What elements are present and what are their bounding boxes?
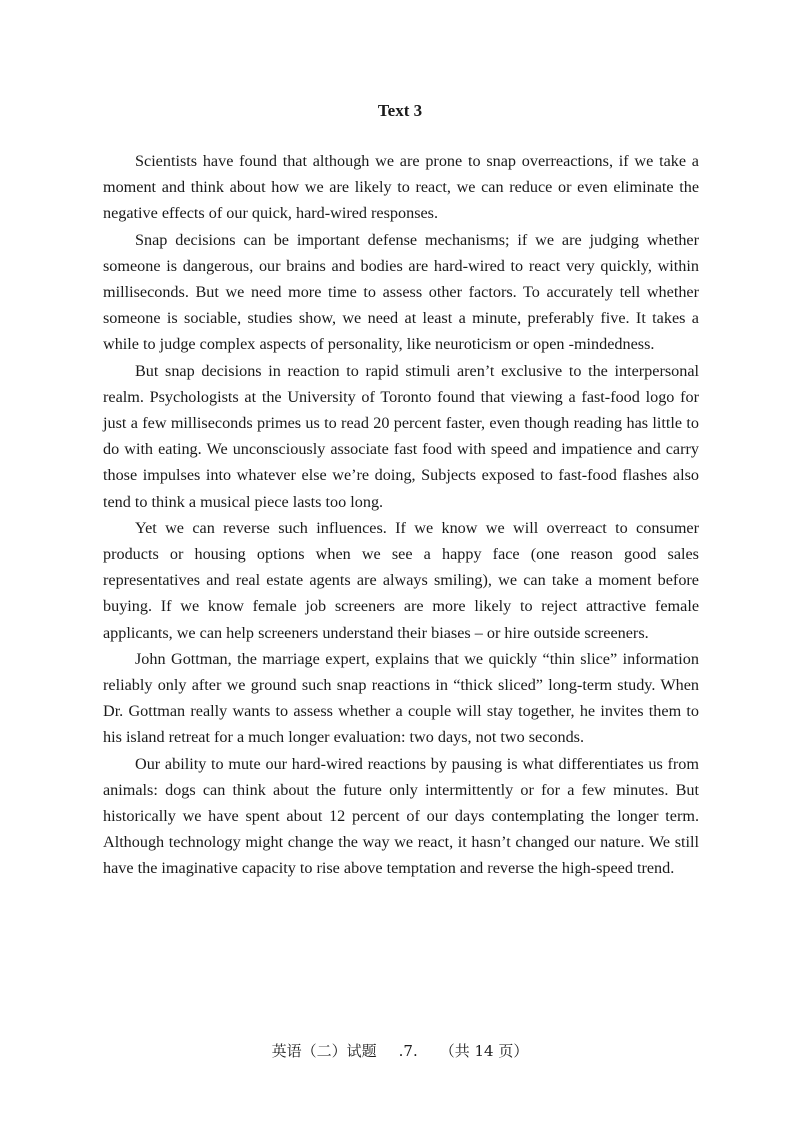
footer-total-pages: （共 14 页） — [439, 1042, 529, 1060]
footer-subject: 英语（二）试题 — [271, 1042, 377, 1060]
passage-title: Text 3 — [377, 101, 423, 120]
paragraph-6: Our ability to mute our hard-wired reactions by pausing is what differentiates us from animals: dogs can think about the future only intermittently or for a few minutes. But historically we have spent about 12 percent of our days contemplating the longer term. Although technology might change the way we react, it hasn’t changed our nature. We still have the imaginative capacity to rise above temptation and reverse the high-speed trend. — [103, 754, 699, 878]
paragraph-4: Yet we can reverse such influences. If we know we will overreact to consumer products or housing options when we see a happy face (one reason good sales representatives and real estate agents are always smiling), we can take a moment before buying. If we know female job screeners are more likely to reject attractive female applicants, we can help screeners understand their biases – or hire outside screeners. — [103, 518, 699, 642]
passage-body — [103, 148, 699, 882]
paragraph-1: Scientists have found that although we are prone to snap overreactions, if we take a moment and think about how we are likely to react, we can reduce or even eliminate the negative effects of our quick, hard-wired responses. — [103, 152, 699, 223]
footer-page-number: .7. — [398, 1042, 418, 1060]
paragraph-2: Snap decisions can be important defense mechanisms; if we are judging whether someone is dangerous, our brains and bodies are hard-wired to react very quickly, within milliseconds. But we need more time to assess other factors. To accurately tell whether someone is sociable, studies show, we need at least a minute, preferably five. It takes a while to judge complex aspects of personality, like neuroticism or open -mindedness. — [103, 230, 699, 354]
page-footer — [0, 1040, 800, 1062]
paragraph-5: John Gottman, the marriage expert, explains that we quickly “thin slice” information reliably only after we ground such snap reactions in “thick sliced” long-term study. When Dr. Gottman really wants to assess whether a couple will stay together, he invites them to his island retreat for a much longer evaluation: two days, not two seconds. — [103, 649, 699, 747]
paragraph-3: But snap decisions in reaction to rapid stimuli aren’t exclusive to the interpersonal realm. Psychologists at the University of Toronto found that viewing a fast-food logo for just a few milliseconds primes us to read 20 percent faster, even though reading has little to do with eating. We unconsciously associate fast food with speed and impatience and carry those impulses into whatever else we’re doing, Subjects exposed to fast-food flashes also tend to think a musical piece lasts too long. — [103, 361, 699, 511]
